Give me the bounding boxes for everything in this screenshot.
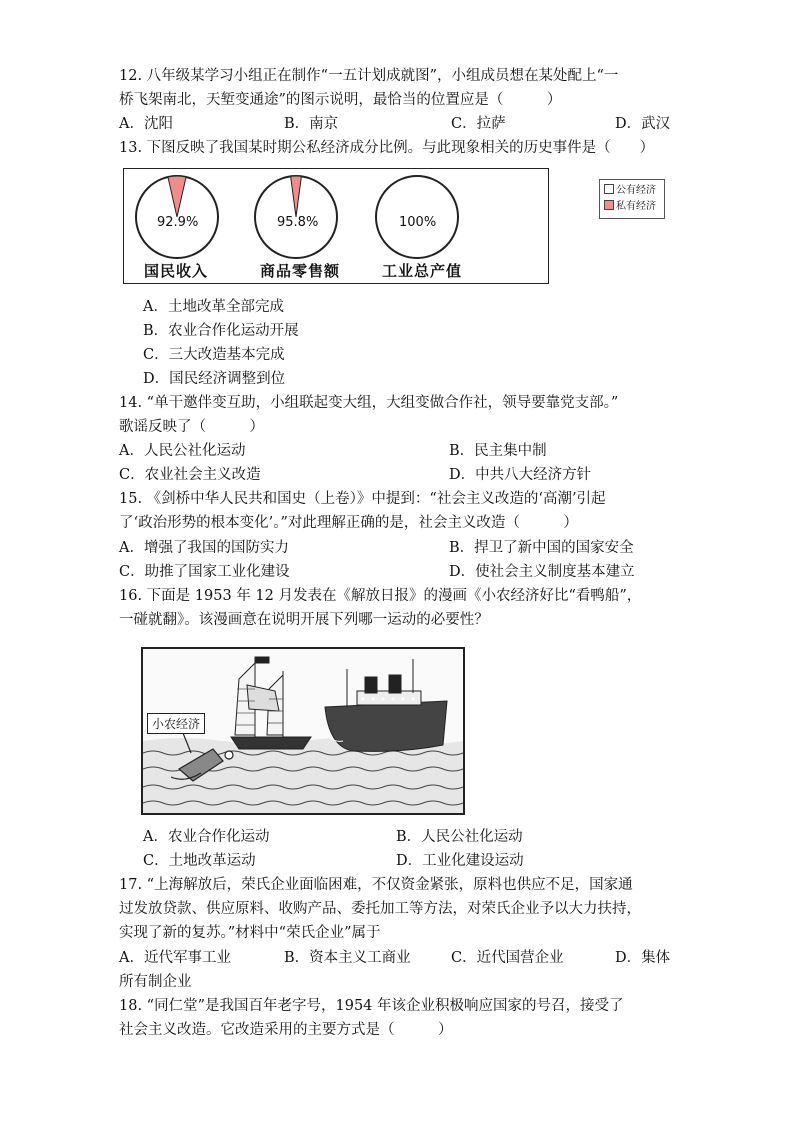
legend-item-public: 公有经济 <box>604 184 656 198</box>
q14-option-d[interactable]: D．中共八大经济方针 <box>449 467 592 483</box>
q15-options-row1 <box>119 538 675 558</box>
legend-swatch-public <box>604 184 614 194</box>
q14-option-b[interactable]: B．民主集中制 <box>449 443 547 459</box>
q18-stem-line1: 18. “同仁堂”是我国百年老字号，1954 年该企业积极响应国家的号召，接受了 <box>119 998 624 1014</box>
pie-3-value-label: 100% <box>399 215 437 230</box>
legend-swatch-private <box>604 200 614 210</box>
q17-stem-line1: 17. “上海解放后，荣氏企业面临困难，不仅资金紧张，原料也供应不足，国家通 <box>119 877 633 893</box>
q15-option-b[interactable]: B．捍卫了新中国的国家安全 <box>449 540 634 556</box>
q13-option-c[interactable]: C．三大改造基本完成 <box>143 347 285 363</box>
q17-options <box>119 948 675 968</box>
q16-stem-line2: 一碰就翻》。该漫画意在说明开展下列哪一运动的必要性？ <box>119 612 489 628</box>
q12-option-d[interactable]: D．武汉 <box>615 116 671 132</box>
q14-stem-line2: 歌谣反映了（ ） <box>119 419 264 435</box>
q12-option-a[interactable]: A．沈阳 <box>119 116 173 132</box>
q12-option-c[interactable]: C．拉萨 <box>451 116 506 132</box>
q14-stem-line1: 14. “单干邀伴变互助，小组联起变大组，大组变做合作社，领导要靠党支部。” <box>119 395 619 411</box>
q16-cartoon-figure <box>141 647 465 815</box>
q16-option-c[interactable]: C．土地改革运动 <box>143 853 256 869</box>
q13-stem-line1: 13. 下图反映了我国某时期公私经济成分比例。与此现象相关的历史事件是（ ） <box>119 140 655 156</box>
q12-stem-line1: 12. 八年级某学习小组正在制作“一五计划成就图”，小组成员想在某处配上“一 <box>119 68 619 84</box>
q16-option-b[interactable]: B．人民公社化运动 <box>396 829 523 845</box>
q15-stem-line2: 了‘政治形势的根本变化’。”对此理解正确的是，社会主义改造（ ） <box>119 515 578 531</box>
q18-stem-line2: 社会主义改造。它改造采用的主要方式是（ ） <box>119 1022 453 1038</box>
q15-option-d[interactable]: D．使社会主义制度基本建立 <box>449 564 635 580</box>
q17-stem-line2: 过发放贷款、供应原料、收购产品、委托加工等方法，对荣氏企业予以大力扶持， <box>119 901 641 917</box>
pie-chart-legend <box>599 179 665 219</box>
q14-option-a[interactable]: A．人民公社化运动 <box>119 443 246 459</box>
q17-option-c[interactable]: C．近代国营企业 <box>451 950 564 966</box>
q15-options-row2 <box>119 562 675 582</box>
q12-option-b[interactable]: B．南京 <box>284 116 339 132</box>
pie-2-caption: 商品零售额 <box>260 262 341 280</box>
pie-3-caption: 工业总产值 <box>382 262 463 280</box>
q16-stem-line1: 16. 下面是 1953 年 12 月发表在《解放日报》的漫画《小农经济好比“看鸭船”， <box>119 588 642 604</box>
pie-1-value-label: 92.9% <box>157 215 199 230</box>
q12-options <box>119 114 675 134</box>
q16-option-a[interactable]: A．农业合作化运动 <box>143 829 270 845</box>
q13-option-d[interactable]: D．国民经济调整到位 <box>143 371 286 387</box>
q17-option-a[interactable]: A．近代军事工业 <box>119 950 231 966</box>
q16-options-row2 <box>143 851 673 871</box>
q17-option-d-continued: 所有制企业 <box>119 974 192 990</box>
q12-stem-line2: 桥飞架南北，天堑变通途”的图示说明，最恰当的位置应是（ ） <box>119 92 562 108</box>
q13-pie-chart-figure <box>123 168 656 284</box>
q16-options-row1 <box>143 827 673 847</box>
q17-option-b[interactable]: B．资本主义工商业 <box>284 950 411 966</box>
legend-item-private: 私有经济 <box>604 200 656 214</box>
q14-option-c[interactable]: C．农业社会主义改造 <box>119 467 261 483</box>
q13-option-b[interactable]: B．农业合作化运动开展 <box>143 323 299 339</box>
q17-stem-line3: 实现了新的复苏。”材料中“荣氏企业”属于 <box>119 925 381 941</box>
q15-option-a[interactable]: A．增强了我国的国防实力 <box>119 540 289 556</box>
q15-stem-line1: 15. 《剑桥中华人民共和国史（上卷）》中提到：“社会主义改造的‘高潮’引起 <box>119 491 606 507</box>
cartoon-small-peasant-economy-label: 小农经济 <box>147 713 205 734</box>
pie-1-caption: 国民收入 <box>144 262 209 280</box>
q14-options-row1 <box>119 441 675 461</box>
q15-option-c[interactable]: C．助推了国家工业化建设 <box>119 564 290 580</box>
q14-options-row2 <box>119 465 675 485</box>
q16-option-d[interactable]: D．工业化建设运动 <box>396 853 524 869</box>
q17-option-d[interactable]: D．集体 <box>615 950 671 966</box>
pie-2-value-label: 95.8% <box>277 215 319 230</box>
q13-option-a[interactable]: A．土地改革全部完成 <box>143 299 284 315</box>
